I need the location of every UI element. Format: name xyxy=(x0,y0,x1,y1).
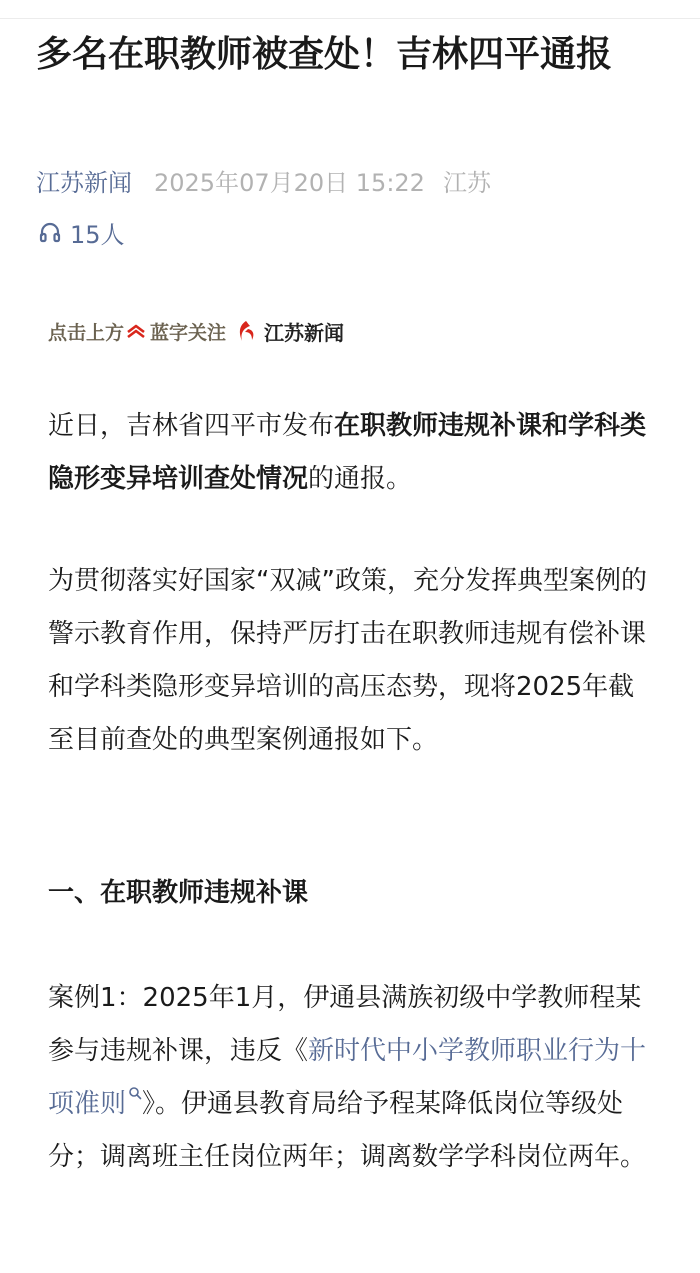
paragraph-case-1 xyxy=(48,972,658,1184)
source-account-link[interactable]: 江苏新闻 xyxy=(36,168,132,197)
paragraph-intro xyxy=(48,400,658,506)
search-icon[interactable] xyxy=(128,1086,142,1100)
top-divider xyxy=(0,18,700,19)
jiangsu-news-logo xyxy=(234,319,258,343)
intro-text-pre: 近日，吉林省四平市发布 xyxy=(48,411,335,441)
paragraph-policy: 为贯彻落实好国家“双减”政策，充分发挥典型案例的警示教育作用，保持严厉打击在职教师违规有偿补课和学科类隐形变异培训的高压态势，现将2025年截至目前查处的典型案例通报如下。 xyxy=(48,566,647,755)
listener-count: 15人 xyxy=(70,220,125,249)
case1-text-pre: 案例1：2025年1月，伊通县满族初级中学教师程某参与违规补课，违反《 xyxy=(48,983,642,1066)
follow-banner[interactable] xyxy=(48,314,344,348)
publish-date: 2025年07月20日 15:22 xyxy=(154,168,425,197)
chevron-up-icon xyxy=(126,323,146,339)
follow-text-blue-word: 蓝字关注 xyxy=(150,321,227,344)
intro-text-post: 的通报。 xyxy=(308,464,413,494)
intro-text-bold: 在职教师违规补课和学科类隐形变异培训查处情况 xyxy=(48,411,647,494)
headphones-icon xyxy=(38,220,62,244)
follow-text-prefix: 点击上方 xyxy=(48,321,125,344)
follow-brand-name: 江苏新闻 xyxy=(264,320,345,345)
regulation-search-link[interactable]: 新时代中小学教师职业行为十项准则 xyxy=(48,1036,647,1119)
article-meta xyxy=(36,160,491,200)
case1-text-post: 》。伊通县教育局给予程某降低岗位等级处分；调离班主任岗位两年；调离数学学科岗位两年。 xyxy=(48,1089,647,1172)
section-heading-1: 一、在职教师违规补课 xyxy=(48,878,309,908)
article-title: 多名在职教师被查处！吉林四平通报 xyxy=(36,34,613,75)
listen-button[interactable] xyxy=(38,214,125,250)
publish-region: 江苏 xyxy=(442,168,491,197)
